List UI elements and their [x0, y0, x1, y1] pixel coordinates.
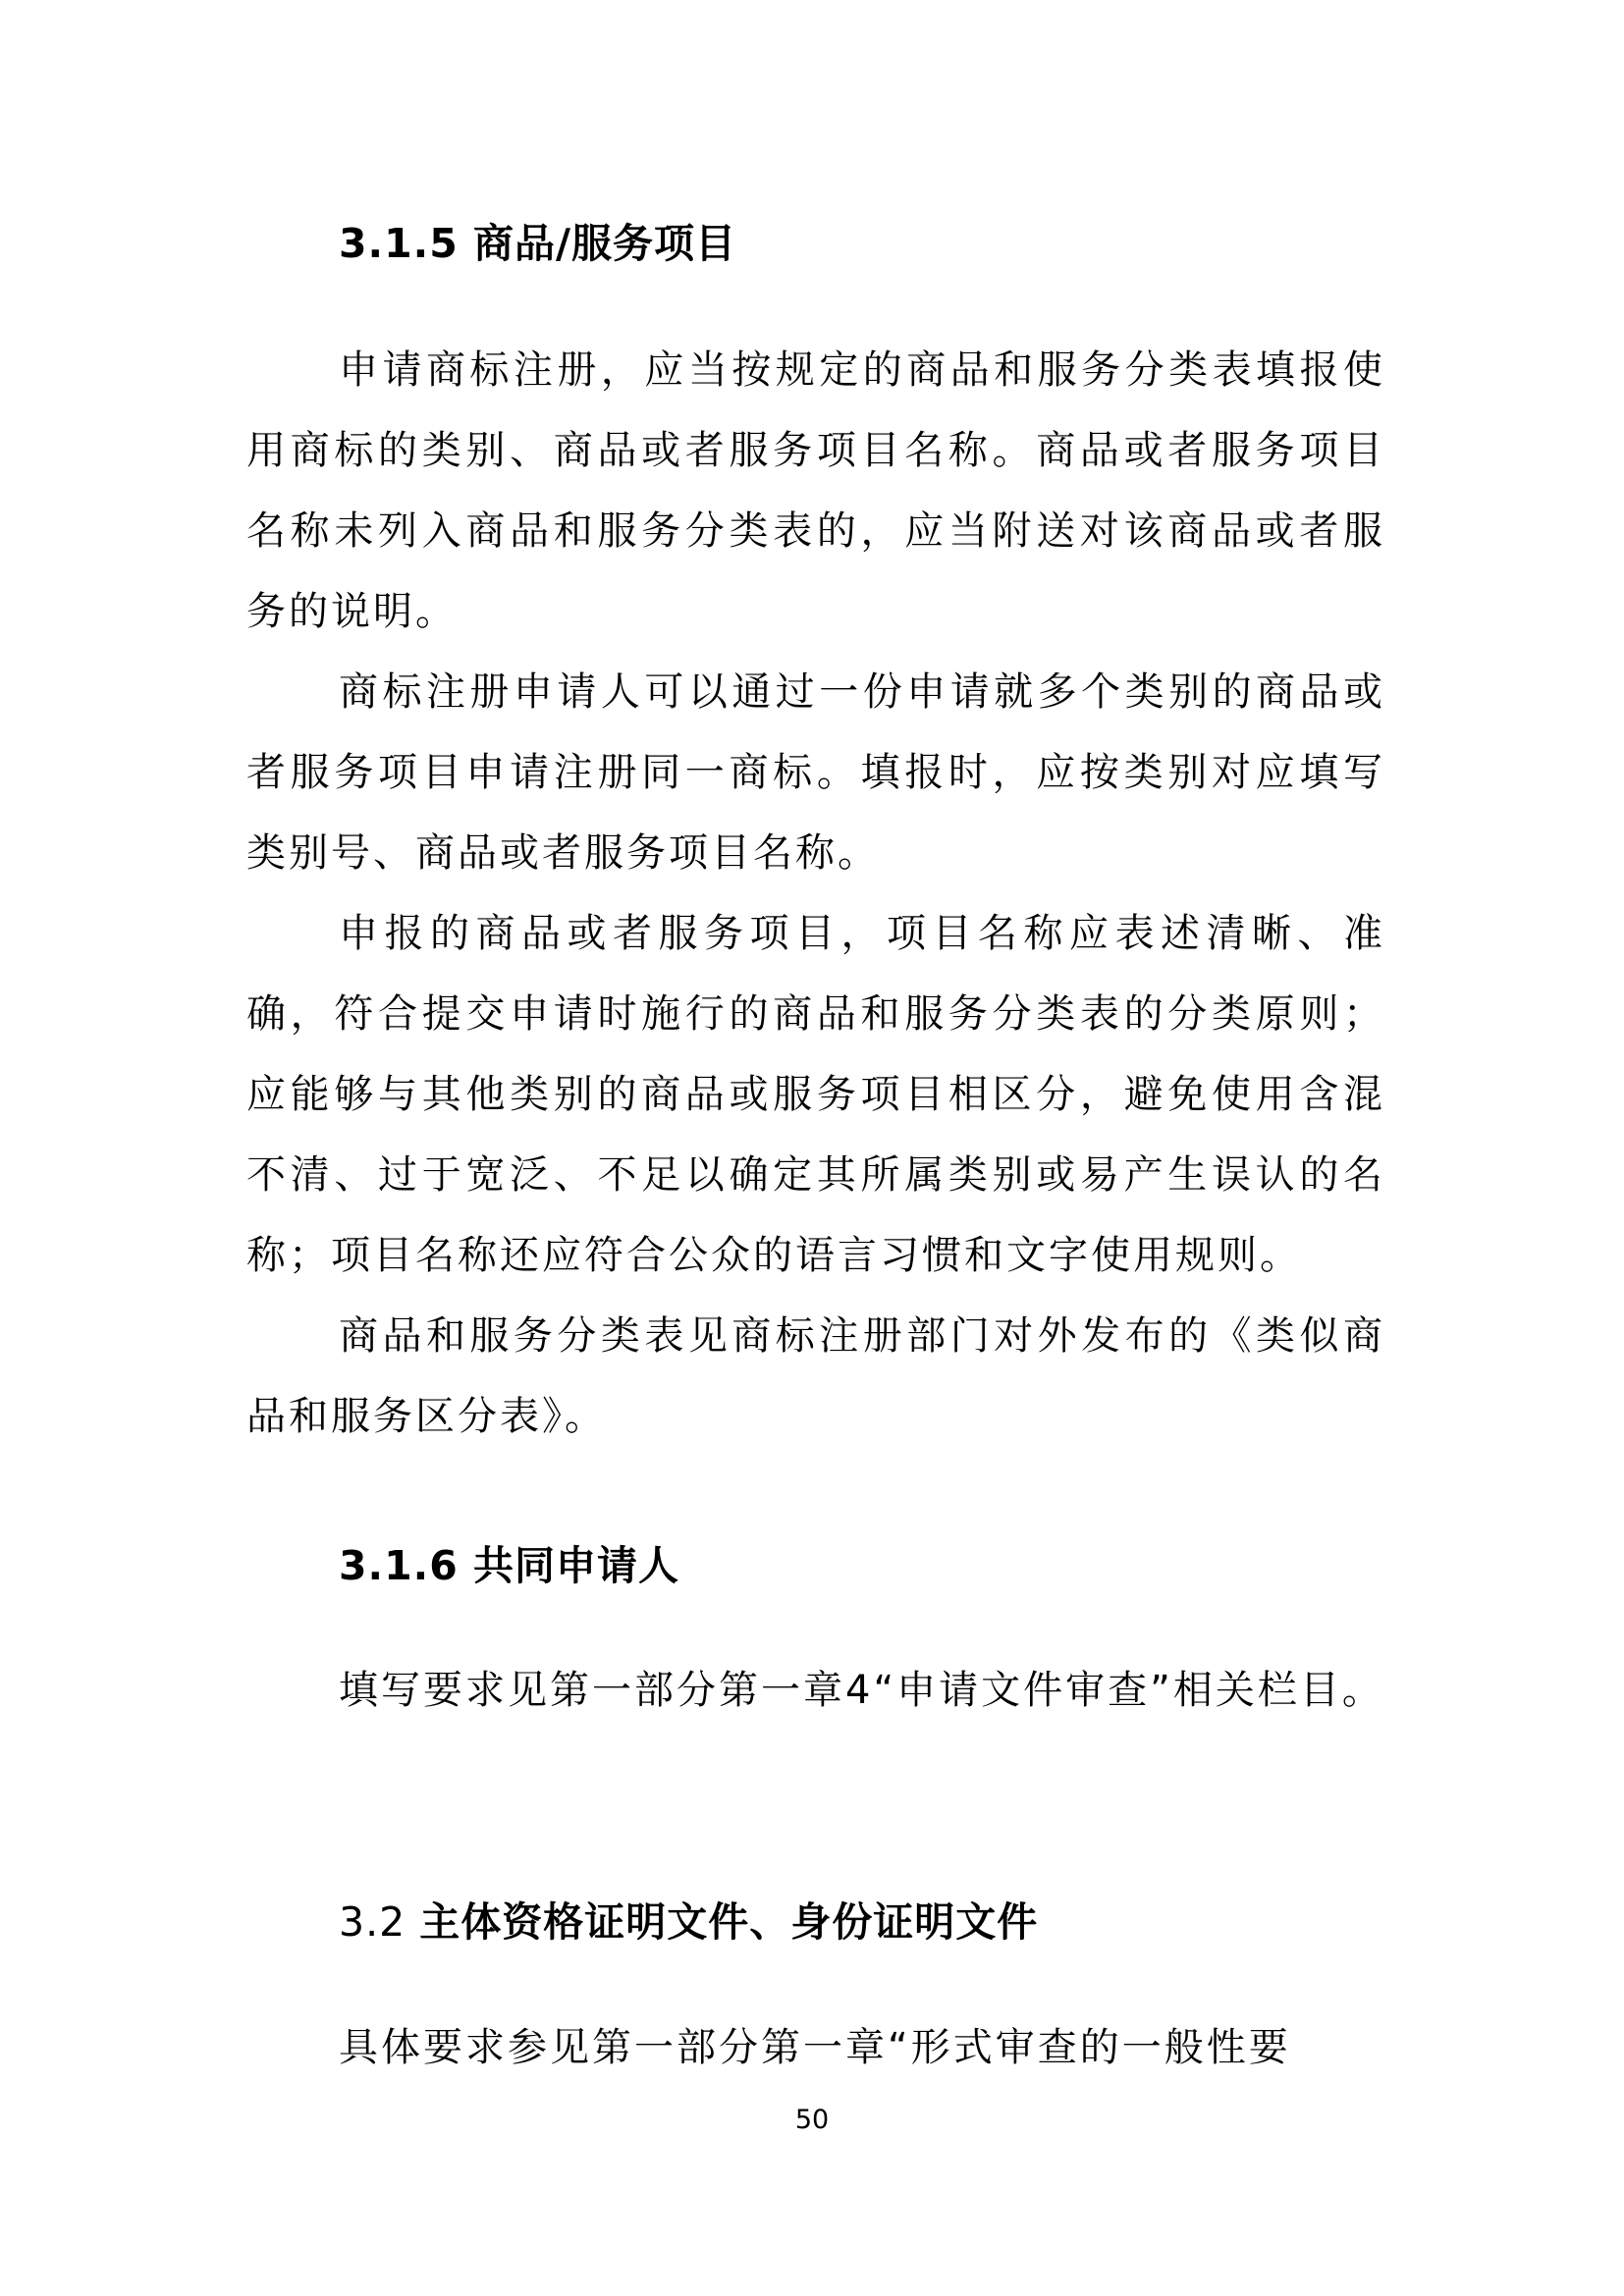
paragraph: 申请商标注册，应当按规定的商品和服务分类表填报使用商标的类别、商品或者服务项目名称。商品或者服务项目名称未列入商品和服务分类表的，应当附送对该商品或者服务的说明。 [246, 347, 1385, 634]
paragraph: 商品和服务分类表见商标注册部门对外发布的《类似商品和服务区分表》。 [246, 1313, 1385, 1439]
section-number: 3.2 [339, 1898, 406, 1946]
section-heading-3-1-6 [339, 1536, 679, 1595]
paragraph: 申报的商品或者服务项目，项目名称应表述清晰、准确，符合提交申请时施行的商品和服务分类表的分类原则；应能够与其他类别的商品或服务项目相区分，避免使用含混不清、过于宽泛、不足以确定其所属类别或易产生误认的名称；项目名称还应符合公众的语言习惯和文字使用规则。 [246, 911, 1385, 1278]
paragraph: 商标注册申请人可以通过一份申请就多个类别的商品或者服务项目申请注册同一商标。填报时，应按类别对应填写类别号、商品或者服务项目名称。 [246, 669, 1385, 876]
section-heading-3-2 [339, 1893, 1038, 1951]
page-number: 50 [794, 2105, 830, 2135]
section-heading-3-1-5 [339, 214, 736, 273]
section-title: 主体资格证明文件、身份证明文件 [419, 1898, 1039, 1946]
paragraph: 填写要求见第一部分第一章4“申请文件审查”相关栏目。 [339, 1668, 1384, 1713]
section-title: 商品/服务项目 [473, 220, 736, 267]
section-number: 3.1.6 [339, 1542, 459, 1589]
section-title: 共同申请人 [473, 1542, 680, 1589]
section-number: 3.1.5 [339, 220, 459, 267]
paragraph: 具体要求参见第一部分第一章“形式审查的一般性要 [339, 2025, 1291, 2070]
